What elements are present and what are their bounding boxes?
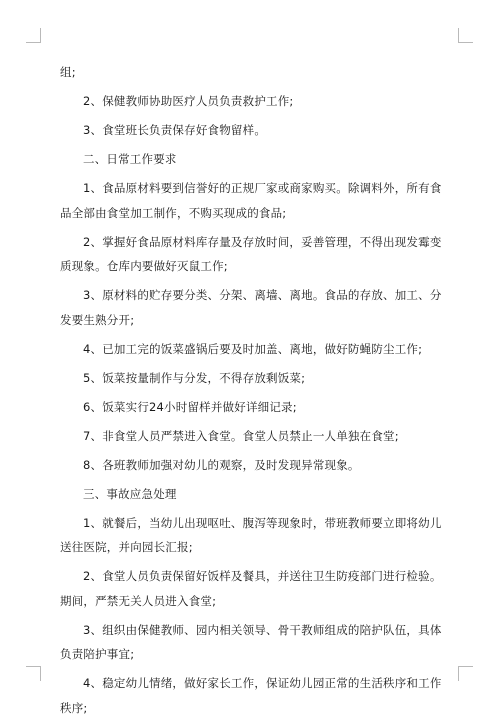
paragraph: 5、饭菜按量制作与分发，不得存放剩饭菜;: [83, 370, 306, 385]
crop-mark-top-right: [458, 28, 473, 43]
paragraph: 3、原材料的贮存要分类、分架、离墙、离地。食品的存放、加工、分发要生熟分开;: [60, 288, 442, 327]
paragraph: 1、食品原材料要到信誉好的正规厂家或商家购买。除调料外，所有食品全部由食堂加工制作，不购买现成的食品;: [60, 181, 442, 220]
paragraph: 4、稳定幼儿情绪，做好家长工作，保证幼儿园正常的生活秩序和工作秩序;: [60, 676, 442, 715]
section-heading: 二、日常工作要求: [83, 152, 177, 166]
paragraph: 4、已加工完的饭菜盛锅后要及时加盖、离地，做好防蝇防尘工作;: [83, 341, 423, 356]
section-heading: 三、事故应急处理: [83, 486, 177, 501]
document-body: [60, 60, 442, 725]
paragraph: 7、非食堂人员严禁进入食堂。食堂人员禁止一人单独在食堂;: [83, 428, 399, 443]
paragraph: 1、就餐后，当幼儿出现呕吐、腹泻等现象时，带班教师要立即将幼儿送往医院，并向园长汇报;: [60, 515, 442, 554]
paragraph: 2、食堂人员负责保留好饭样及餐具，并送往卫生防疫部门进行检验。期间，严禁无关人员进入食堂;: [60, 569, 442, 608]
crop-mark-bottom-left: [26, 666, 41, 681]
paragraph: 3、食堂班长负责保存好食物留样。: [83, 123, 267, 137]
paragraph: 2、掌握好食品原材料库存量及存放时间，妥善管理，不得出现发霉变质现象。仓库内要做好灭鼠工作;: [60, 234, 442, 273]
paragraph: 3、组织由保健教师、园内相关领导、骨干教师组成的陪护队伍，具体负责陪护事宜;: [60, 622, 442, 661]
paragraph: 6、饭菜实行24小时留样并做好详细记录;: [83, 399, 297, 414]
paragraph: 8、各班教师加强对幼儿的观察，及时发现异常现象。: [83, 457, 360, 472]
crop-mark-bottom-right: [458, 666, 473, 681]
crop-mark-top-left: [26, 28, 41, 43]
paragraph: 2、保健教师协助医疗人员负责救护工作;: [83, 94, 294, 108]
paragraph: 组;: [60, 65, 76, 79]
